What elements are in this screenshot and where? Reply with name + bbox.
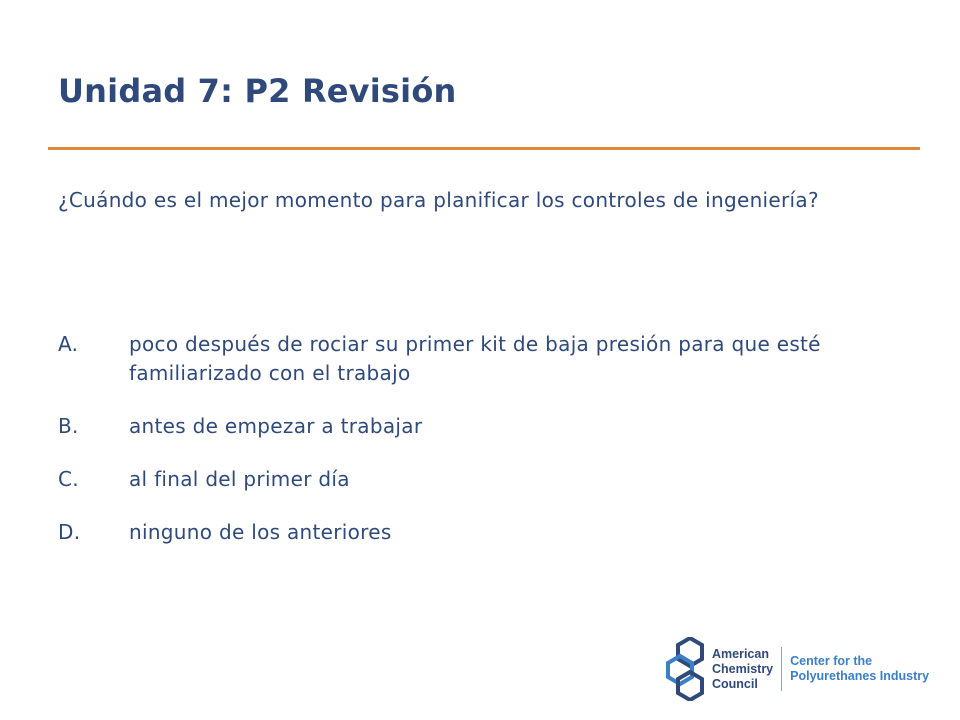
answer-options — [58, 330, 858, 571]
logo-name-line: American — [712, 646, 769, 661]
logo-center-line: Polyurethanes Industry — [790, 669, 930, 683]
option-a — [58, 330, 858, 388]
option-letter: C. — [58, 467, 79, 491]
option-b — [58, 412, 858, 441]
option-letter: A. — [58, 332, 79, 356]
option-text: al final del primer día — [129, 467, 350, 491]
option-letter: D. — [58, 520, 81, 544]
logo-name-line: Chemistry — [712, 661, 774, 676]
option-text: ninguno de los anteriores — [129, 520, 392, 544]
option-letter: B. — [58, 414, 79, 438]
title-divider — [48, 147, 920, 150]
logo-name-line: Council — [712, 676, 758, 691]
option-d — [58, 518, 858, 547]
logo-separator — [781, 647, 782, 691]
option-text: poco después de rociar su primer kit de baja presión para que esté familiarizado con el trabajo — [129, 332, 821, 385]
logo-organization-name — [712, 647, 773, 692]
slide-title: Unidad 7: P2 Revisión — [58, 72, 457, 110]
hexagon-logo-icon — [664, 637, 708, 701]
logo-center-name — [790, 654, 929, 684]
logo-center-line: Center for the — [790, 654, 873, 668]
option-c — [58, 465, 858, 494]
question-text: ¿Cuándo es el mejor momento para planificar los controles de ingeniería? — [58, 188, 819, 212]
acc-logo — [664, 634, 944, 704]
option-text: antes de empezar a trabajar — [129, 414, 423, 438]
